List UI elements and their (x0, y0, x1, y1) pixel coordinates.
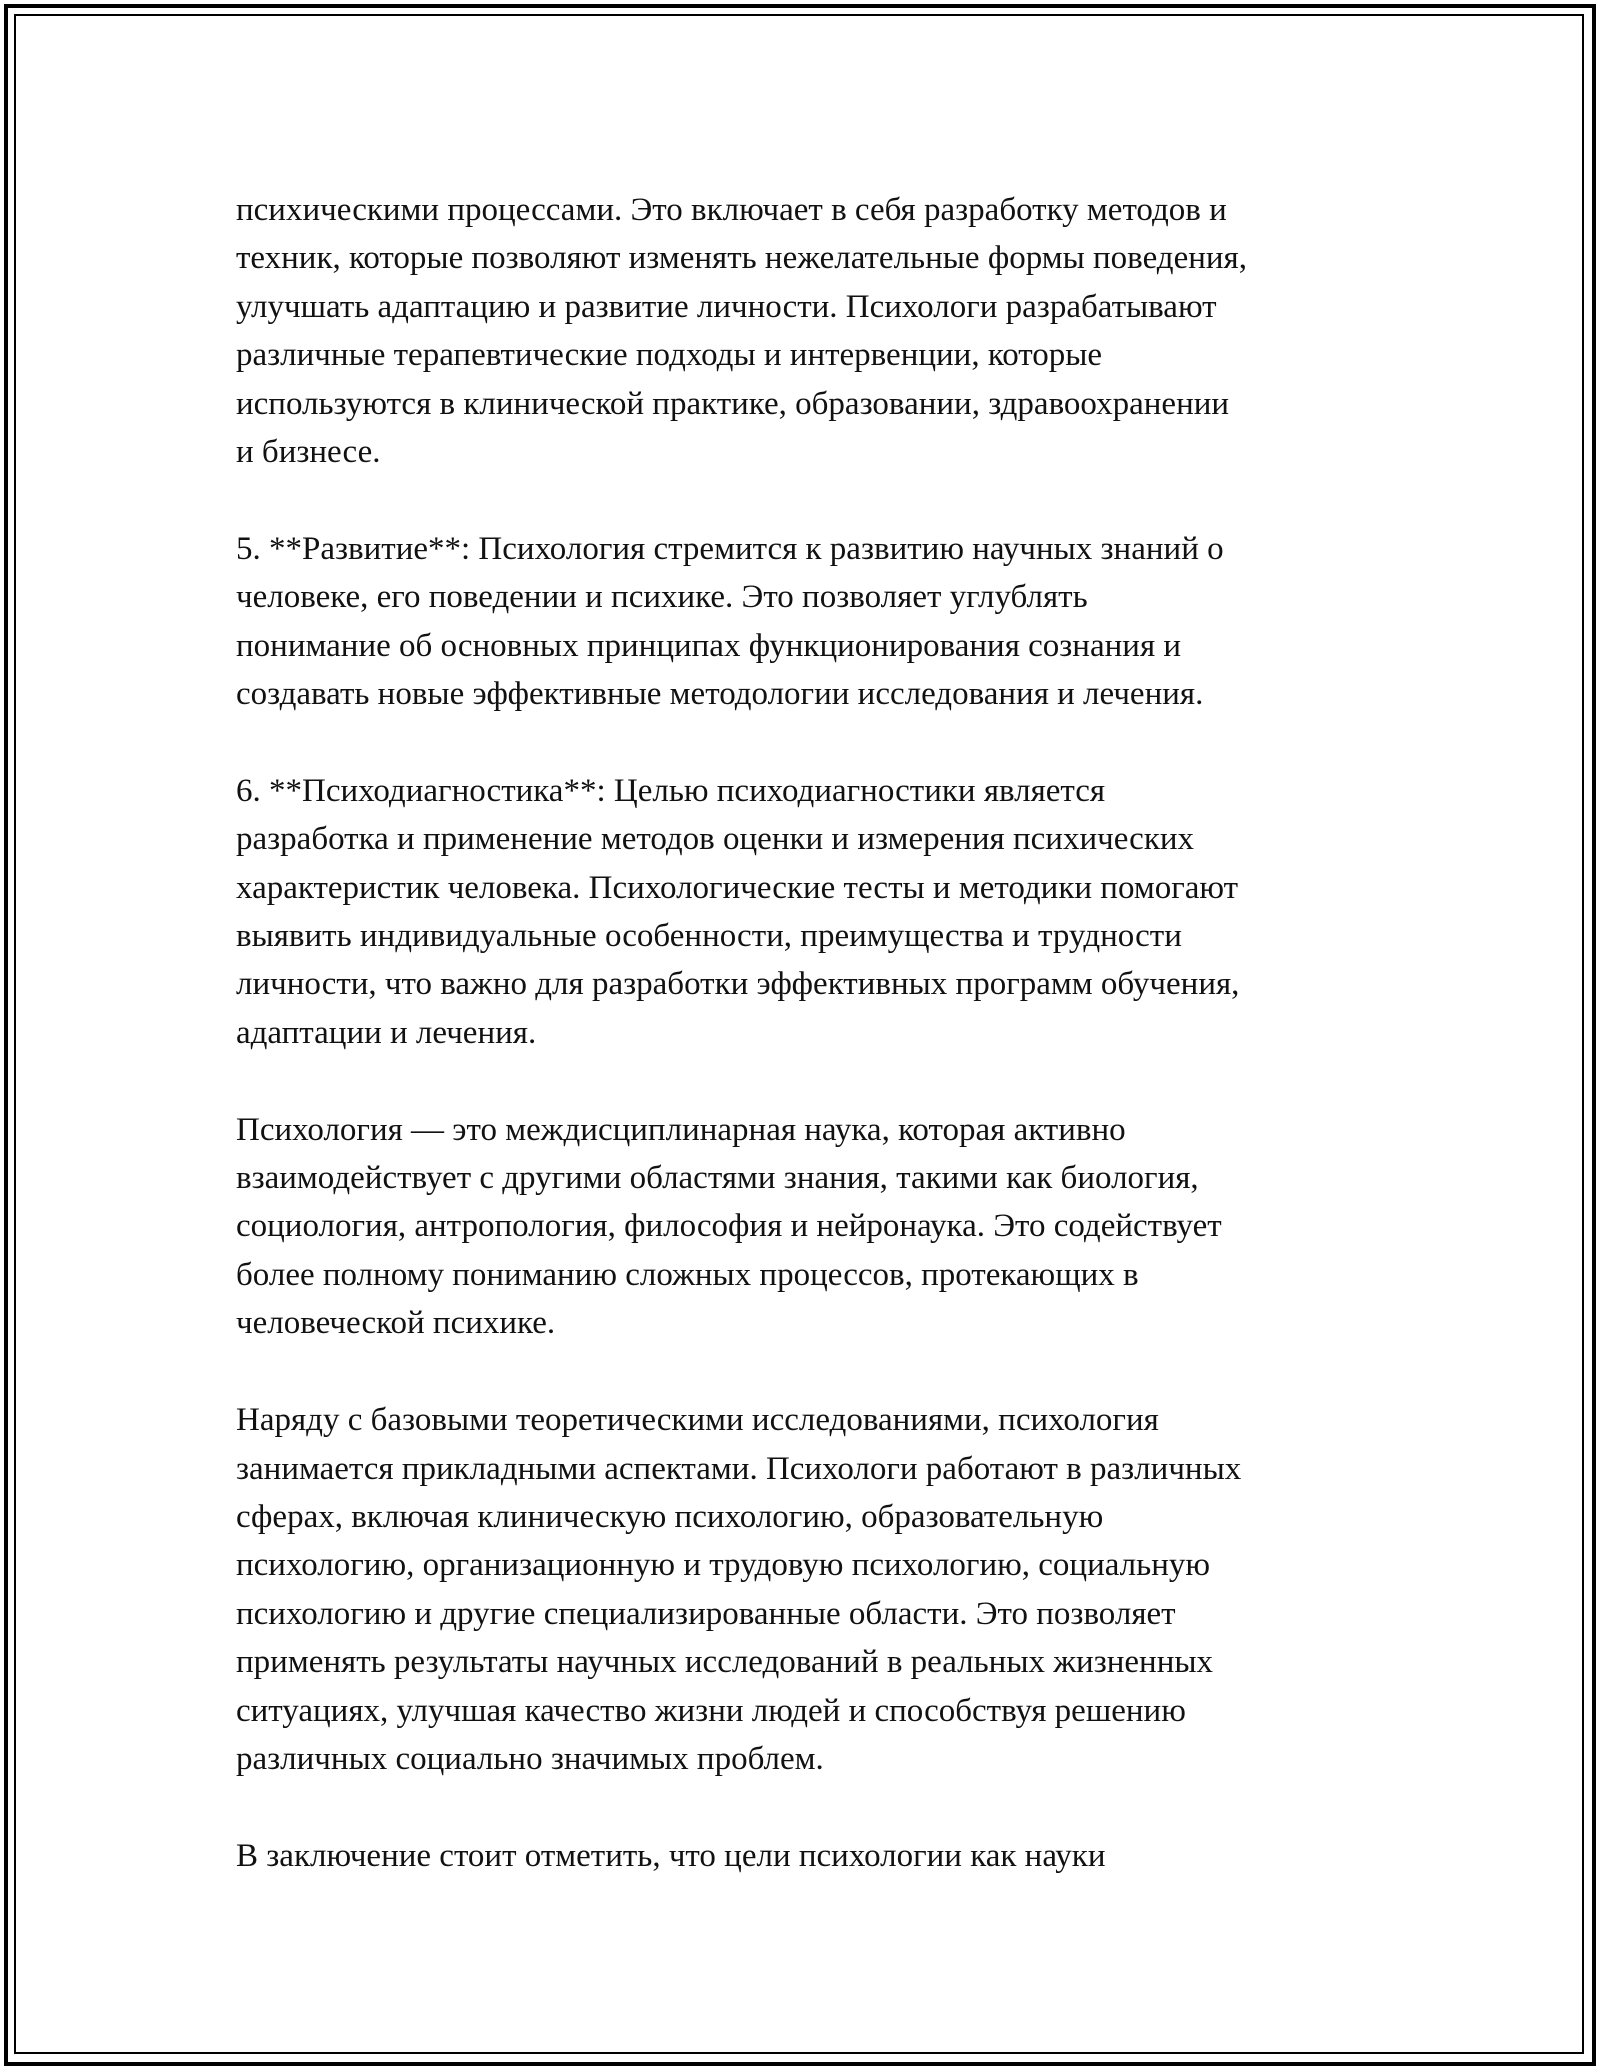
text-line: социология, антропология, философия и нейронаука. Это содействует (236, 1208, 1222, 1245)
text-line: психологию, организационную и трудовую психологию, социальную (236, 1547, 1211, 1584)
text-line: 5. **Развитие**: Психология стремится к развитию научных знаний о (236, 530, 1224, 567)
text-line: различные терапевтические подходы и интервенции, которые (236, 337, 1103, 374)
text-line: занимается прикладными аспектами. Психологи работают в различных (236, 1450, 1242, 1487)
text-line: ситуациях, улучшая качество жизни людей и способствуя решению (236, 1692, 1186, 1729)
paragraph-applied-aspects (236, 1396, 1396, 1783)
paragraph-item-5-development (236, 525, 1396, 719)
text-line: техник, которые позволяют изменять нежелательные формы поведения, (236, 240, 1247, 277)
text-line: 6. **Психодиагностика**: Целью психодиагностики является (236, 772, 1106, 809)
text-line: создавать новые эффективные методологии исследования и лечения. (236, 676, 1204, 713)
paragraph-interdisciplinary (236, 1106, 1396, 1348)
text-line: личности, что важно для разработки эффективных программ обучения, (236, 966, 1240, 1003)
document-body (236, 186, 1396, 1929)
text-line: различных социально значимых проблем. (236, 1740, 824, 1777)
paragraph-intro-continuation (236, 186, 1396, 476)
text-line: выявить индивидуальные особенности, преимущества и трудности (236, 918, 1182, 955)
paragraph-conclusion (236, 1832, 1396, 1880)
text-line: характеристик человека. Психологические тесты и методики помогают (236, 869, 1239, 906)
text-line: психологию и другие специализированные области. Это позволяет (236, 1595, 1176, 1632)
text-line: разработка и применение методов оценки и измерения психических (236, 821, 1195, 858)
text-line: психическими процессами. Это включает в себя разработку методов и (236, 192, 1227, 228)
text-line: более полному пониманию сложных процессов, протекающих в (236, 1256, 1139, 1293)
text-line: человеческой психике. (236, 1305, 556, 1342)
text-line: сферах, включая клиническую психологию, образовательную (236, 1498, 1104, 1535)
paragraph-item-6-psychodiagnostics (236, 767, 1396, 1057)
text-line: взаимодействует с другими областями знания, такими как биология, (236, 1160, 1199, 1197)
text-line: В заключение стоит отметить, что цели психологии как науки (236, 1837, 1106, 1874)
text-line: и бизнесе. (236, 434, 381, 471)
text-line: улучшать адаптацию и развитие личности. Психологи разрабатывают (236, 288, 1217, 325)
text-line: Психология — это междисциплинарная наука, которая активно (236, 1111, 1126, 1148)
text-line: адаптации и лечения. (236, 1014, 537, 1051)
text-line: используются в клинической практике, образовании, здравоохранении (236, 385, 1230, 422)
text-line: Наряду с базовыми теоретическими исследованиями, психология (236, 1402, 1159, 1439)
text-line: применять результаты научных исследований в реальных жизненных (236, 1644, 1214, 1681)
text-line: понимание об основных принципах функционирования сознания и (236, 627, 1182, 664)
text-line: человеке, его поведении и психике. Это позволяет углублять (236, 579, 1088, 616)
